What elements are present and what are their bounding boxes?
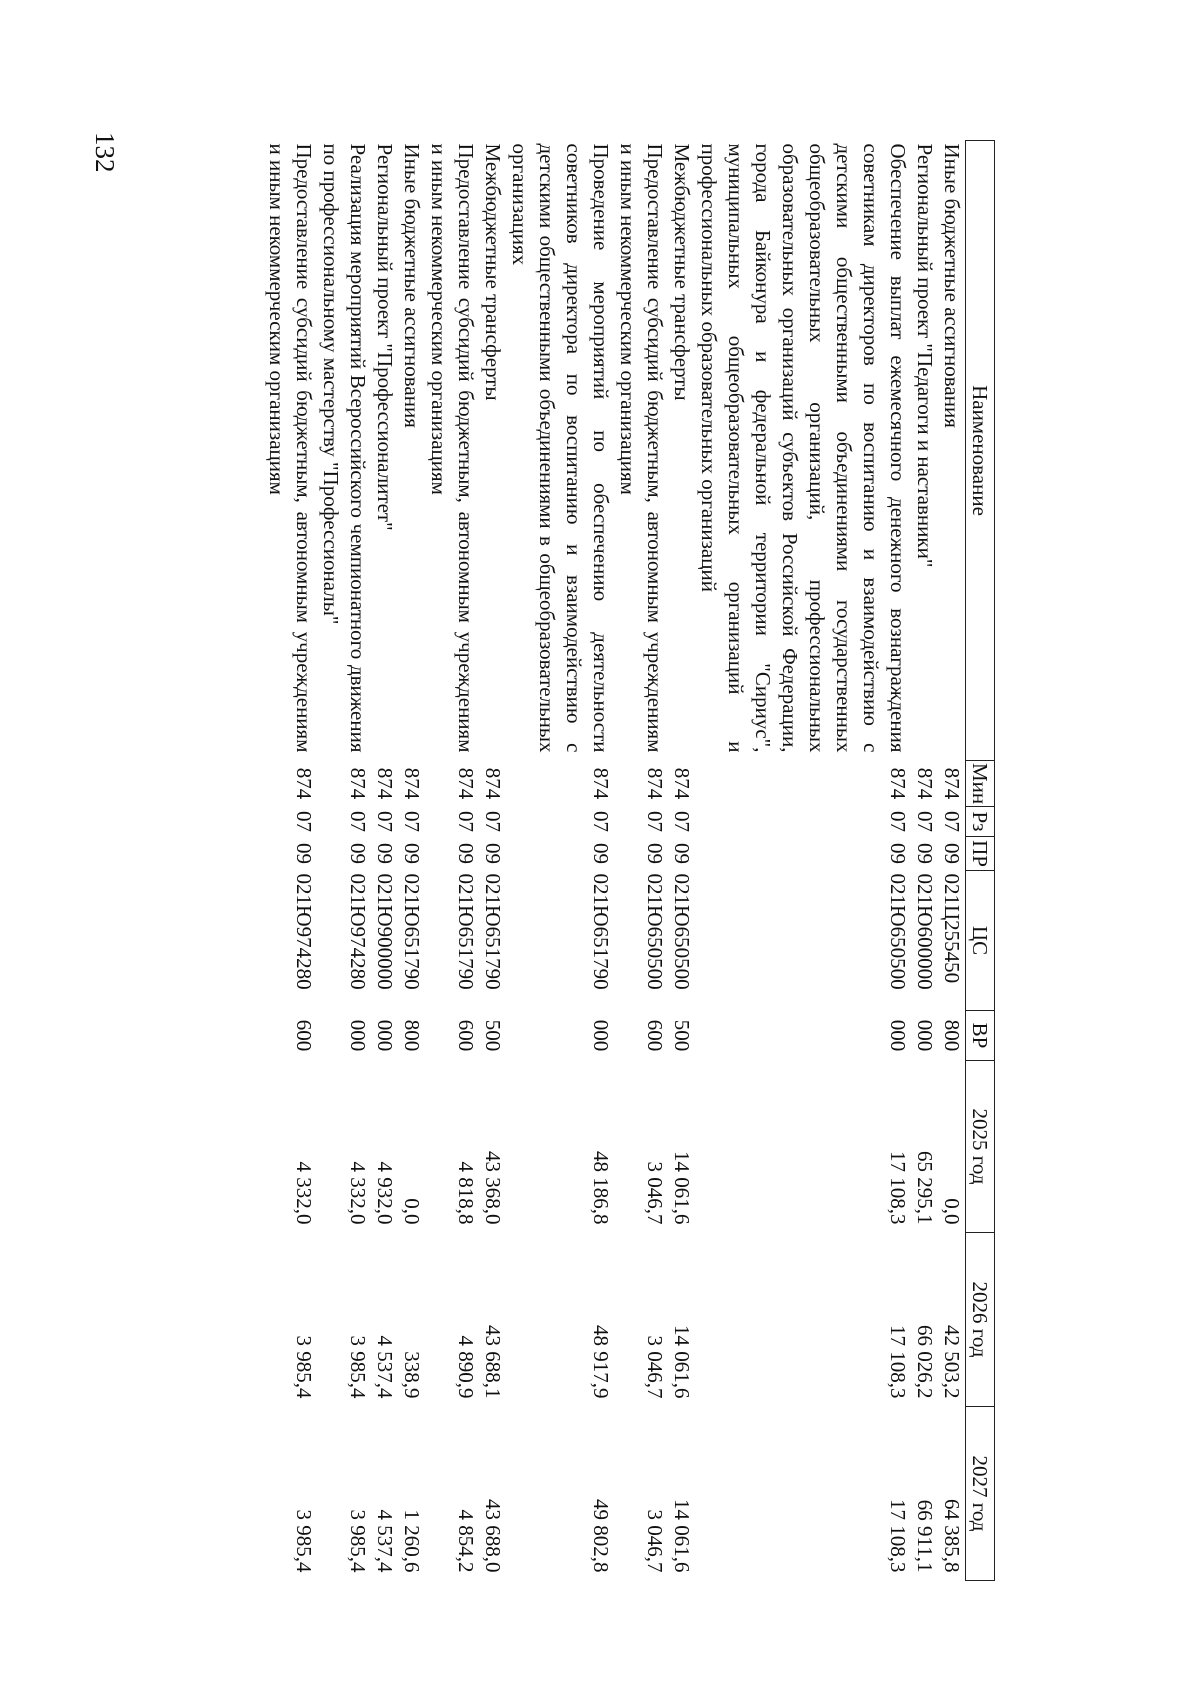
- col-header-min: Мин: [966, 761, 995, 807]
- cell-vr: 000: [589, 1019, 613, 1052]
- cell-name: Межбюджетные трансферты: [670, 143, 694, 401]
- cell-vr: 000: [913, 1019, 937, 1052]
- table-header-row: [966, 141, 995, 1581]
- cell-2026: 14 061,6: [670, 1325, 694, 1399]
- cell-min: 874: [373, 767, 397, 800]
- cell-rz: 07: [400, 811, 424, 832]
- cell-rz: 07: [346, 811, 370, 832]
- cell-pr: 09: [481, 843, 505, 864]
- cell-2026: 3 985,4: [346, 1335, 370, 1399]
- col-header-name: Наименование: [966, 141, 995, 761]
- cell-name: Обеспечение выплат ежемесячного денежного вознаграждения советникам директоров по воспитанию и взаимодействию с детскими общественными объединениями государственных общеобразовательных организаций, профессиональных образовательных организаций субъектов Российской Федерации, города Байконура и федеральной территории "Сириус", муниципальных общеобразовательных организаций и профессиональных образовательных организаций: [697, 143, 910, 753]
- page-number: 132: [90, 132, 120, 173]
- cell-2027: 1 260,6: [400, 1509, 424, 1573]
- cell-pr: 09: [589, 843, 613, 864]
- cell-pr: 09: [886, 843, 910, 864]
- cell-cs: 021Ц255450: [940, 873, 964, 984]
- cell-2027: 43 688,0: [481, 1499, 505, 1573]
- cell-name: Предоставление субсидий бюджетным, автономным учреждениям и иным некоммерческим организациям: [265, 143, 316, 753]
- cell-2027: 3 985,4: [292, 1509, 316, 1573]
- cell-min: 874: [400, 767, 424, 800]
- cell-min: 874: [454, 767, 478, 800]
- cell-2026: 338,9: [400, 1351, 424, 1399]
- col-header-2025: 2025 год: [966, 1061, 995, 1233]
- table-row: [425, 141, 479, 1581]
- table-row: [614, 141, 668, 1581]
- cell-cs: 021Ю651790: [589, 873, 613, 990]
- cell-2026: 4 890,9: [454, 1335, 478, 1399]
- cell-2025: 14 061,6: [670, 1151, 694, 1225]
- cell-min: 874: [913, 767, 937, 800]
- cell-rz: 07: [292, 811, 316, 832]
- cell-min: 874: [670, 767, 694, 800]
- cell-vr: 600: [292, 1019, 316, 1052]
- table-row: [371, 141, 398, 1581]
- cell-pr: 09: [670, 843, 694, 864]
- cell-name: Иные бюджетные ассигнования: [400, 143, 424, 428]
- table-row: [506, 141, 614, 1581]
- cell-2026: 48 917,9: [589, 1325, 613, 1399]
- cell-min: 874: [643, 767, 667, 800]
- cell-vr: 000: [886, 1019, 910, 1052]
- cell-2025: 4 932,0: [373, 1161, 397, 1225]
- cell-2025: 0,0: [940, 1198, 964, 1225]
- cell-2025: 4 332,0: [292, 1161, 316, 1225]
- col-header-cs: ЦС: [966, 871, 995, 1011]
- cell-vr: 800: [940, 1019, 964, 1052]
- cell-name: Проведение мероприятий по обеспечению деятельности советников директора по воспитанию и взаимодействию с детскими общественными объединениями в общеобразовательных организациях: [508, 143, 613, 753]
- cell-vr: 600: [454, 1019, 478, 1052]
- table-row: [668, 141, 695, 1581]
- cell-name: Предоставление субсидий бюджетным, автономным учреждениям и иным некоммерческим организациям: [427, 143, 478, 753]
- table-row: [398, 141, 425, 1581]
- cell-2026: 42 503,2: [940, 1325, 964, 1399]
- cell-2025: 4 818,8: [454, 1161, 478, 1225]
- cell-cs: 021Ю650500: [670, 873, 694, 990]
- cell-rz: 07: [886, 811, 910, 832]
- cell-pr: 09: [292, 843, 316, 864]
- cell-2027: 14 061,6: [670, 1499, 694, 1573]
- cell-name: Иные бюджетные ассигнования: [940, 143, 964, 428]
- rotated-table-sheet: [215, 140, 995, 1580]
- cell-vr: 000: [373, 1019, 397, 1052]
- cell-name: Региональный проект "Педагоги и наставники": [913, 143, 937, 568]
- cell-pr: 09: [346, 843, 370, 864]
- cell-cs: 021Ю900000: [373, 873, 397, 990]
- cell-cs: 021Ю600000: [913, 873, 937, 990]
- cell-2027: 17 108,3: [886, 1499, 910, 1573]
- table-row: [695, 141, 911, 1581]
- cell-2027: 66 911,1: [913, 1499, 937, 1573]
- cell-rz: 07: [670, 811, 694, 832]
- table-row: [938, 141, 966, 1581]
- cell-cs: 021Ю974280: [346, 873, 370, 990]
- cell-2025: 3 046,7: [643, 1161, 667, 1225]
- cell-cs: 021Ю651790: [481, 873, 505, 990]
- cell-rz: 07: [454, 811, 478, 832]
- cell-pr: 09: [400, 843, 424, 864]
- cell-2026: 3 985,4: [292, 1335, 316, 1399]
- cell-rz: 07: [940, 811, 964, 832]
- cell-2026: 17 108,3: [886, 1325, 910, 1399]
- cell-vr: 000: [346, 1019, 370, 1052]
- cell-2025: 17 108,3: [886, 1151, 910, 1225]
- cell-vr: 800: [400, 1019, 424, 1052]
- cell-min: 874: [292, 767, 316, 800]
- cell-rz: 07: [481, 811, 505, 832]
- col-header-vr: ВР: [966, 1011, 995, 1061]
- table-row: [317, 141, 371, 1581]
- table-body: [261, 141, 966, 1581]
- cell-pr: 09: [940, 843, 964, 864]
- cell-cs: 021Ю651790: [454, 873, 478, 990]
- cell-2027: 64 385,8: [940, 1499, 964, 1573]
- cell-vr: 500: [481, 1019, 505, 1052]
- cell-min: 874: [346, 767, 370, 800]
- col-header-2026: 2026 год: [966, 1233, 995, 1407]
- cell-2027: 49 802,8: [589, 1499, 613, 1573]
- cell-2025: 43 368,0: [481, 1151, 505, 1225]
- cell-cs: 021Ю651790: [400, 873, 424, 990]
- cell-2025: 48 186,8: [589, 1151, 613, 1225]
- cell-2026: 4 537,4: [373, 1335, 397, 1399]
- cell-2027: 4 854,2: [454, 1509, 478, 1573]
- cell-rz: 07: [373, 811, 397, 832]
- cell-pr: 09: [373, 843, 397, 864]
- cell-min: 874: [589, 767, 613, 800]
- cell-cs: 021Ю650500: [886, 873, 910, 990]
- cell-rz: 07: [643, 811, 667, 832]
- cell-min: 874: [886, 767, 910, 800]
- table-row: [911, 141, 938, 1581]
- cell-vr: 500: [670, 1019, 694, 1052]
- cell-name: Реализация мероприятий Всероссийского чемпионатного движения по профессиональному мастерству "Профессионалы": [319, 143, 370, 753]
- cell-2027: 3 046,7: [643, 1509, 667, 1573]
- cell-2025: 4 332,0: [346, 1161, 370, 1225]
- cell-vr: 600: [643, 1019, 667, 1052]
- cell-cs: 021Ю974280: [292, 873, 316, 990]
- cell-rz: 07: [589, 811, 613, 832]
- cell-2026: 3 046,7: [643, 1335, 667, 1399]
- table-row: [261, 141, 317, 1581]
- cell-name: Межбюджетные трансферты: [481, 143, 505, 401]
- cell-pr: 09: [454, 843, 478, 864]
- cell-pr: 09: [643, 843, 667, 864]
- cell-name: Региональный проект "Профессионалитет": [373, 143, 397, 531]
- cell-2026: 43 688,1: [481, 1325, 505, 1399]
- cell-cs: 021Ю650500: [643, 873, 667, 990]
- cell-2027: 4 537,4: [373, 1509, 397, 1573]
- cell-name: Предоставление субсидий бюджетным, автономным учреждениям и иным некоммерческим организациям: [616, 143, 667, 753]
- budget-table: [261, 140, 995, 1581]
- cell-min: 874: [940, 767, 964, 800]
- table-row: [479, 141, 506, 1581]
- cell-min: 874: [481, 767, 505, 800]
- cell-rz: 07: [913, 811, 937, 832]
- cell-pr: 09: [913, 843, 937, 864]
- col-header-pr: ПР: [966, 837, 995, 871]
- col-header-2027: 2027 год: [966, 1407, 995, 1581]
- col-header-rz: Рз: [966, 807, 995, 837]
- cell-2025: 0,0: [400, 1198, 424, 1225]
- cell-2027: 3 985,4: [346, 1509, 370, 1573]
- cell-2026: 66 026,2: [913, 1325, 937, 1399]
- cell-2025: 65 295,1: [913, 1151, 937, 1225]
